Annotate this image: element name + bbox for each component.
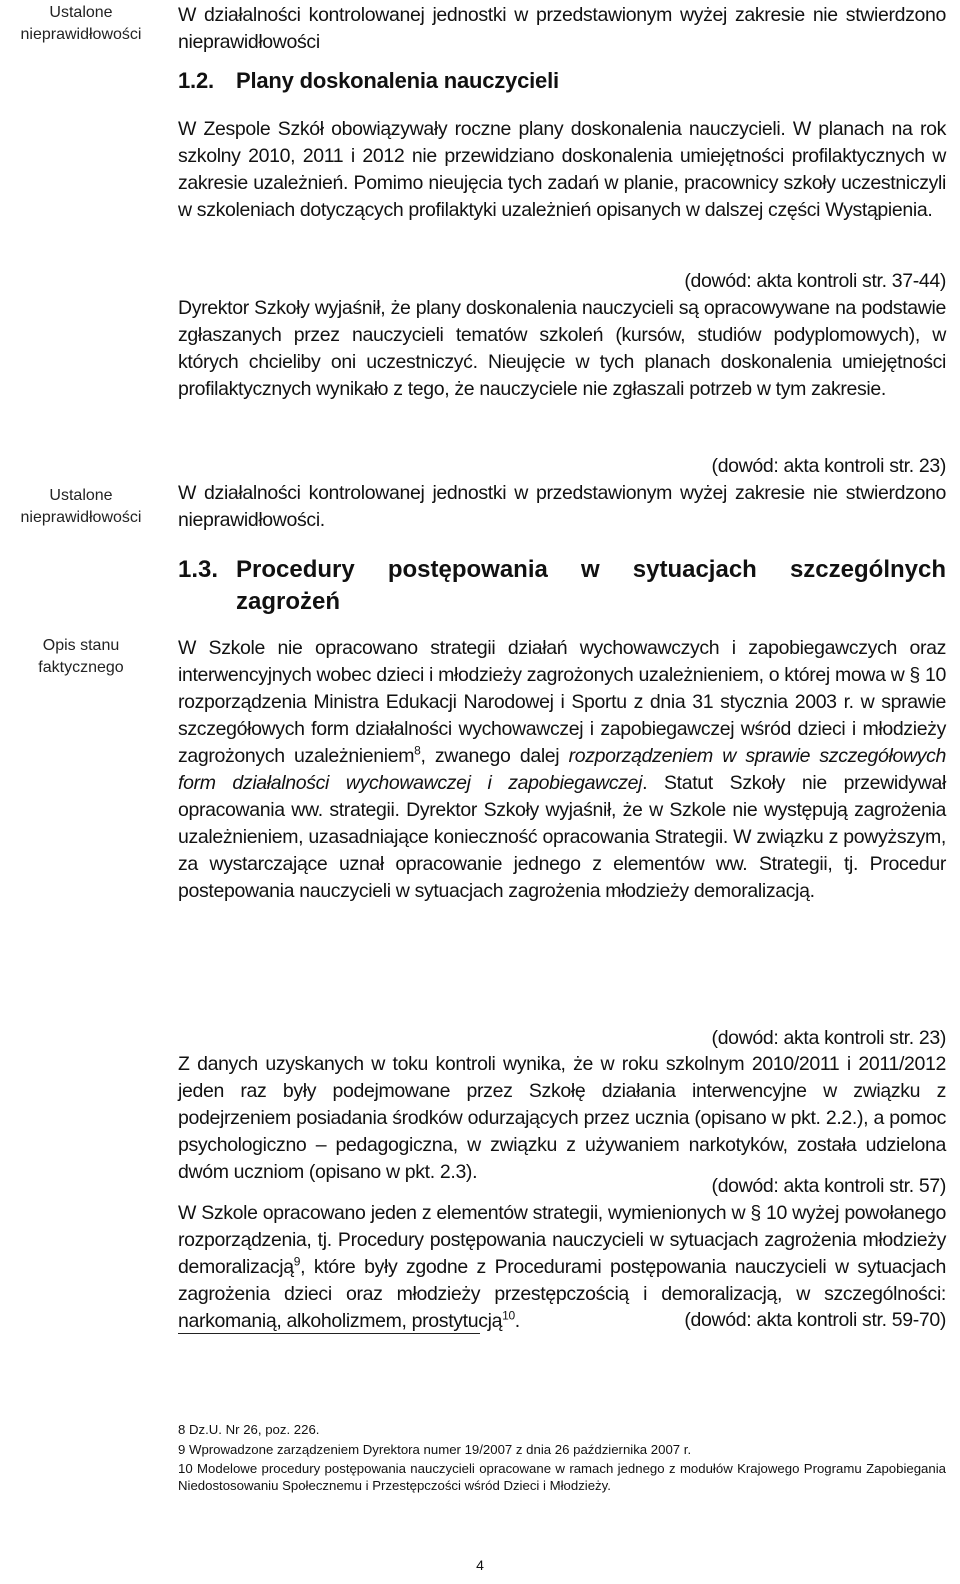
section-number: 1.2.	[178, 68, 214, 93]
text-run: W Szkole nie opracowano strategii działań wychowawczych i zapobiegawczych oraz interwencyjnych wobec dzieci i młodzieży zagrożonych uzależnieniem, o której mowa w § 10 rozporządzenia Ministra Edukacji Narodowej i Sportu z dnia 31 stycznia 2003 r. w sprawie szczegółowych form działalności wychowawczej i zapobiegawczej wśród dzieci i młodzieży zagrożonych uzależnieniem	[178, 637, 946, 767]
finding-text-top: W działalności kontrolowanej jednostki w przedstawionym wyżej zakresie nie stwierdzono nieprawidłowości	[178, 4, 946, 53]
margin-label-findings-2: Ustalone nieprawidłowości	[20, 487, 142, 526]
margin-label-description: Opis stanu faktycznego	[38, 637, 124, 676]
evidence-reference: (dowód: akta kontroli str. 23)	[711, 455, 946, 477]
text-run: .	[514, 1310, 520, 1332]
section-heading-1-2	[178, 66, 946, 96]
finding-text: W działalności kontrolowanej jednostki w przedstawionym wyżej zakresie nie stwierdzono nieprawidłowości.	[178, 482, 946, 531]
margin-label-findings-1: Ustalone nieprawidłowości	[20, 4, 142, 43]
evidence-reference: (dowód: akta kontroli str. 57)	[711, 1175, 946, 1197]
paragraph	[178, 635, 946, 905]
section-title-line-2: zagrożeń	[236, 588, 341, 615]
footnote-ref: 10	[502, 1308, 515, 1323]
footnote-ref: 9	[293, 1254, 301, 1269]
footnote: 10 Modelowe procedury postępowania nauczycieli opracowane w ramach jednego z modułów Krajowego Programu Zapobiegania Niedostosowaniu Społecznemu i Przestępczości wśród Dzieci i Młodzieży.	[178, 1461, 946, 1493]
footnote: 9 Wprowadzone zarządzeniem Dyrektora numer 19/2007 z dnia 26 października 2007 r.	[178, 1442, 692, 1457]
text-run: . Statut Szkoły nie przewidywał opracowania ww. strategii. Dyrektor Szkoły wyjaśnił, że w Szkole nie występują zagrożenia uzależnieniem, uzasadniające konieczność opracowania Strategii. W związku z powyższym, za wystarczające uznał opracowanie jednego z elementów ww. Strategii, tj. Procedur postepowania nauczycieli w sytuacjach zagrożenia młodzieży demoralizacją.	[178, 772, 946, 902]
italic-text: rozporządzeniem w sprawie szczegółowych form działalności wychowawczej i zapobiegawczej	[178, 745, 946, 794]
evidence-reference: (dowód: akta kontroli str. 37-44)	[684, 270, 946, 292]
page-number: 4	[476, 1557, 484, 1573]
text-run: , które były zgodne z Procedurami postępowania nauczycieli w sytuacjach zagrożenia dzieci oraz młodzieży przestępczością i demoralizacją, w szczególności: narkomanią, alkoholizmem, prostytucją	[178, 1256, 946, 1332]
footnote: 8 Dz.U. Nr 26, poz. 226.	[178, 1422, 320, 1437]
section-title: Plany doskonalenia nauczycieli	[236, 68, 559, 93]
paragraph: Z danych uzyskanych w toku kontroli wynika, że w roku szkolnym 2010/2011 i 2011/2012 jeden raz były podejmowane przez Szkołę działania interwencyjne w związku z podejrzeniem posiadania środków odurzających przez ucznia (opisano w pkt. 2.2.), a pomoc psychologiczno – pedagogiczna, w związku z używaniem narkotyków, została udzielona dwóm uczniom (opisano w pkt. 2.3).	[178, 1053, 946, 1183]
section-number: 1.3.	[178, 556, 219, 583]
footnote-ref: 8	[414, 743, 421, 758]
paragraph: Dyrektor Szkoły wyjaśnił, że plany doskonalenia nauczycieli są opracowywane na podstawie zgłaszanych przez nauczycieli tematów szkoleń (kursów, studiów podyplomowych), w których chcieliby oni uczestniczyć. Nieujęcie w tych planach doskonalenia umiejętności profilaktycznych wynikało z tego, że nauczyciele nie zgłaszali potrzeb w tym zakresie.	[178, 297, 946, 400]
text-run: W Szkole opracowano jeden z elementów strategii, wymienionych w § 10 wyżej powołanego rozporządzenia, tj. Procedury postępowania nauczycieli w sytuacjach zagrożenia młodzieży demoralizacją	[178, 1202, 946, 1278]
section-title-line-1: Procedury postępowania w sytuacjach szczególnych	[236, 556, 946, 583]
paragraph: W Zespole Szkół obowiązywały roczne plany doskonalenia nauczycieli. W planach na rok szkolny 2010, 2011 i 2012 nie przewidziano doskonalenia umiejętności profilaktycznych w zakresie uzależnień. Pomimo nieujęcia tych zadań w planie, pracownicy szkoły uczestniczyli w szkoleniach dotyczących profilaktyki uzależnień opisanych w dalszej części Wystąpienia.	[178, 118, 946, 221]
text-run: , zwanego dalej	[420, 745, 569, 767]
footnote-separator	[178, 1333, 480, 1334]
evidence-reference: (dowód: akta kontroli str. 59-70)	[684, 1309, 946, 1331]
evidence-reference: (dowód: akta kontroli str. 23)	[711, 1027, 946, 1049]
